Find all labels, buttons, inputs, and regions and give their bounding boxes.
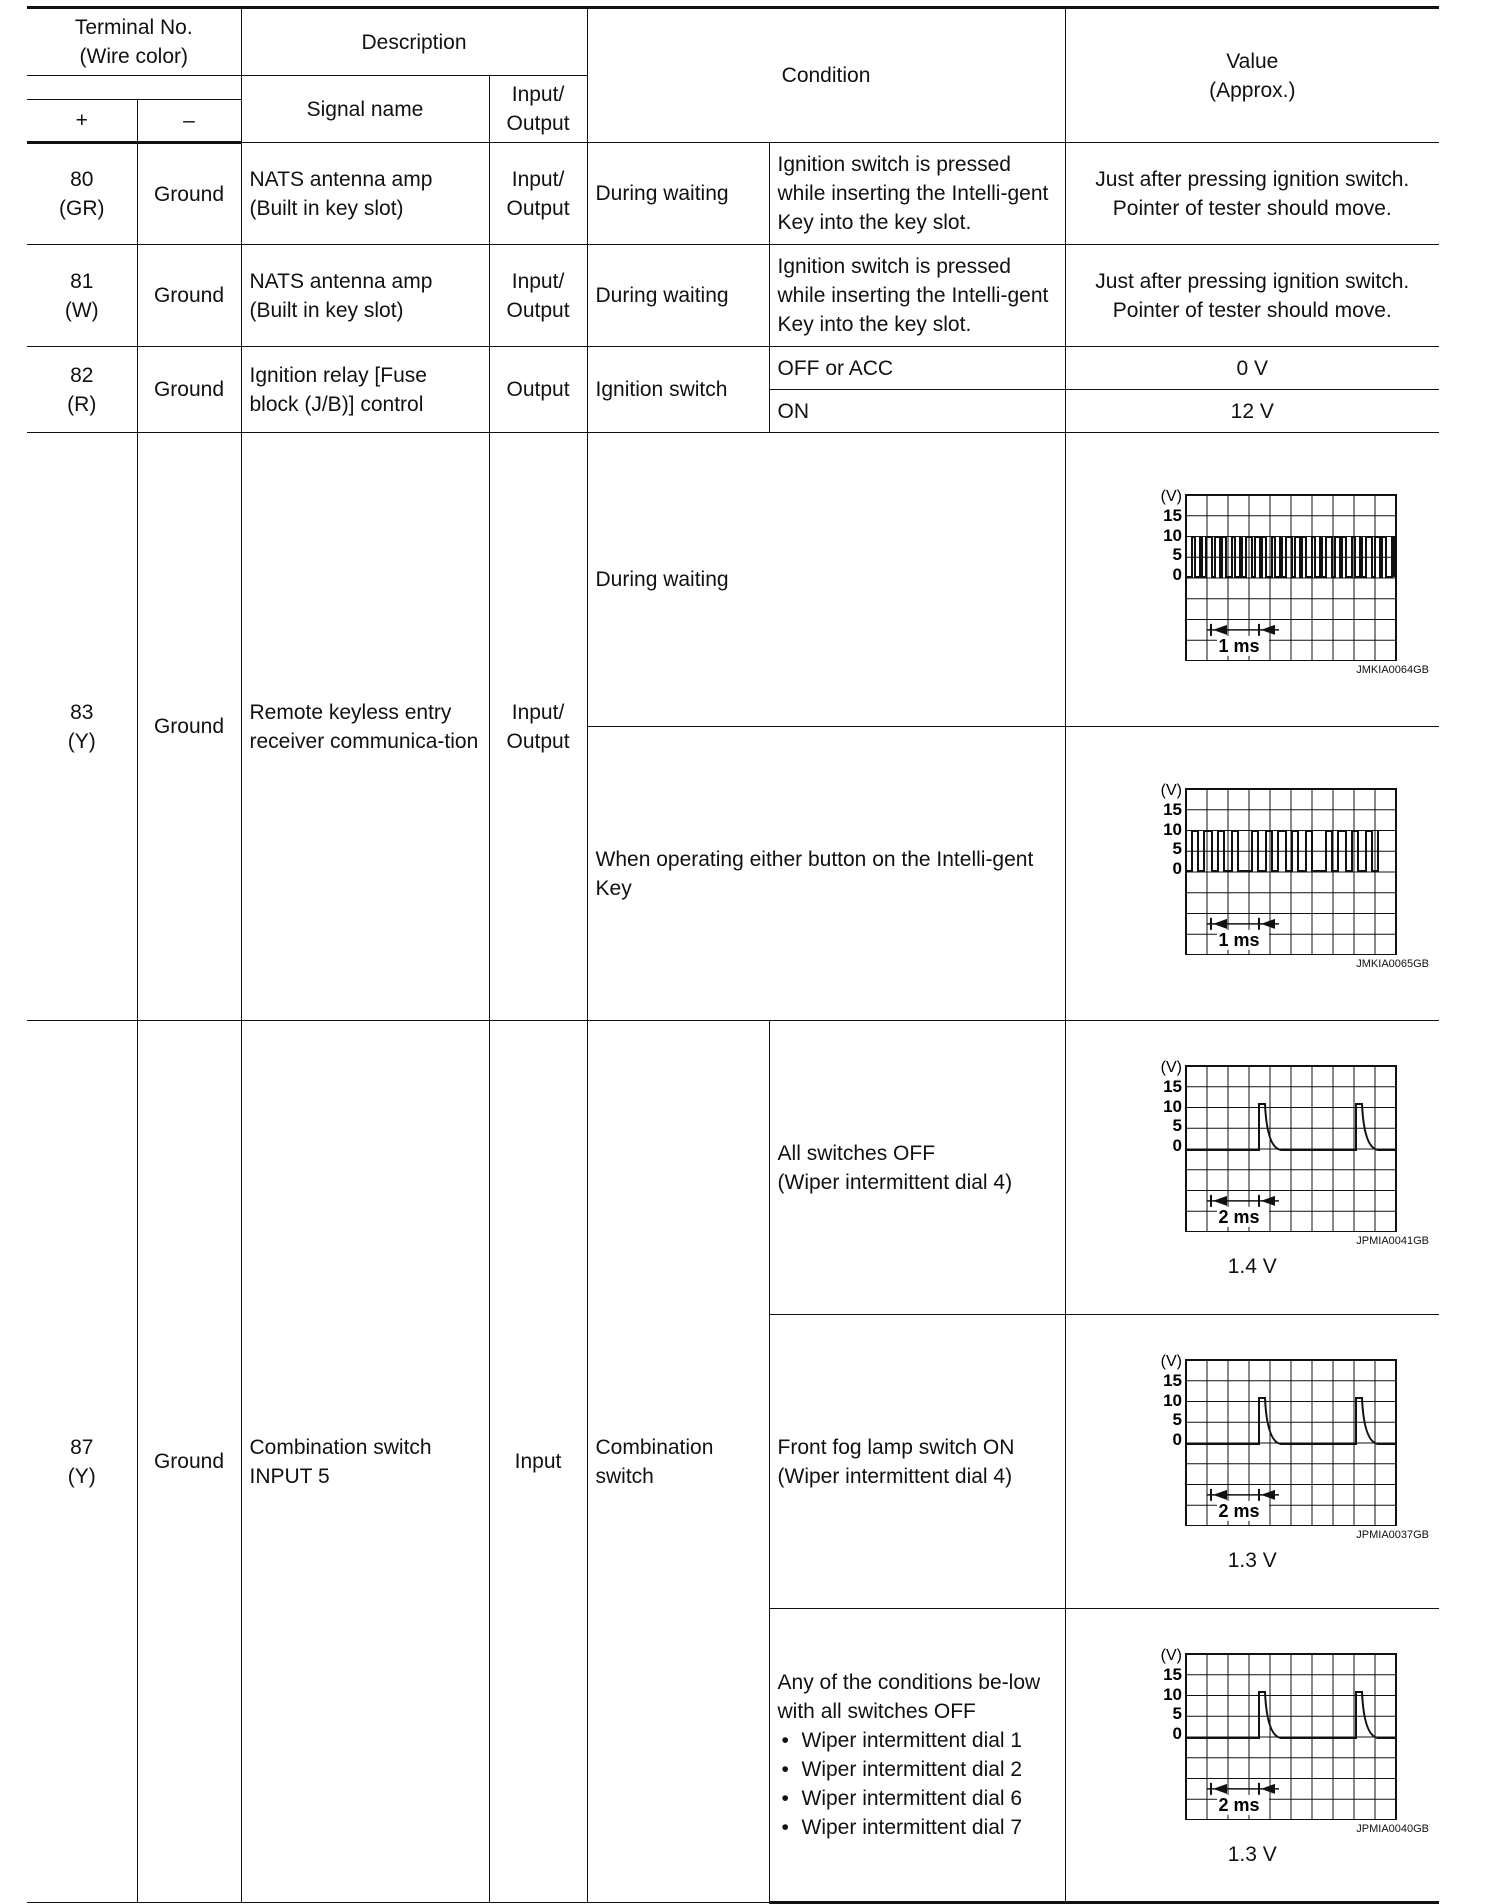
condition-sub-cell: [769, 1315, 1065, 1609]
header-signal-name: Signal name: [241, 76, 489, 143]
time-scale-label: 2 ms: [1218, 1794, 1260, 1815]
header-value: [1065, 8, 1439, 143]
unit-label: (V): [1160, 781, 1183, 799]
signal-name-cell: NATS antenna amp (Built in key slot): [241, 245, 489, 347]
signal-name-cell: Remote keyless entry receiver communica-tion: [241, 433, 489, 1021]
io-cell: [489, 245, 587, 347]
tick-label: 0: [1172, 564, 1183, 584]
terminal-value-table: [27, 6, 1439, 1904]
arrow-left-icon: [1261, 1783, 1275, 1793]
condition-cell: During waiting: [587, 433, 1065, 727]
tick-label: 5: [1172, 1410, 1183, 1429]
header-terminal-no: [27, 8, 241, 76]
terminal-cell: [27, 1021, 137, 1903]
tick-label: 10: [1163, 819, 1183, 839]
terminal-number: 83: [70, 700, 94, 724]
figure-code: JMKIA0064GB: [1356, 663, 1430, 676]
minus-cell: Ground: [137, 143, 241, 245]
condition-line: (Wiper intermittent dial 4): [777, 1170, 1013, 1194]
time-scale-label: 1 ms: [1218, 635, 1260, 656]
terminal-number: 82: [70, 363, 94, 387]
unit-label: (V): [1160, 487, 1183, 505]
arrow-right-icon: [1213, 624, 1227, 634]
signal-name-cell: Combination switch INPUT 5: [241, 1021, 489, 1903]
waveform-cell: [1065, 727, 1439, 1021]
value-cell: 0 V: [1065, 347, 1439, 390]
condition-sub-cell: [769, 1021, 1065, 1315]
unit-label: (V): [1160, 1646, 1183, 1664]
header-minus: –: [137, 99, 241, 142]
list-item: • Wiper intermittent dial 2: [778, 1755, 1057, 1784]
wire-color: (Y): [67, 1464, 96, 1488]
oscilloscope-waveform: [1102, 1644, 1402, 1820]
io-text-1: Input/: [511, 269, 565, 293]
condition-sub-cell: Ignition switch is pressed while inserting the Intelli-gent Key into the key slot.: [769, 143, 1065, 245]
oscilloscope-waveform: [1102, 1056, 1402, 1232]
waveform-cell: [1065, 1315, 1439, 1609]
condition-sub-cell: [769, 1609, 1065, 1903]
io-cell: Output: [489, 347, 587, 433]
tick-label: 5: [1172, 1703, 1183, 1723]
io-text-1: Input/: [511, 700, 565, 724]
time-scale-label: 2 ms: [1218, 1500, 1260, 1521]
unit-label: (V): [1160, 1353, 1183, 1370]
value-label: Value: [1226, 49, 1279, 73]
tick-label: 0: [1172, 1136, 1183, 1155]
header-condition: Condition: [587, 8, 1065, 143]
terminal-cell: [27, 143, 137, 245]
time-scale-label: 1 ms: [1218, 929, 1260, 950]
arrow-left-icon: [1261, 624, 1275, 634]
header-terminal-spacer: [27, 76, 241, 100]
value-cell: Just after pressing ignition switch. Pointer of tester should move.: [1065, 143, 1439, 245]
figure-code: JMKIA0065GB: [1356, 957, 1430, 970]
waveform-cell: [1065, 1021, 1439, 1315]
io-text-2: Output: [506, 298, 570, 322]
io-cell: [489, 433, 587, 1021]
figure-code: JPMIA0040GB: [1356, 1822, 1430, 1835]
waveform-cell: [1065, 433, 1439, 727]
approx-label: (Approx.): [1209, 78, 1296, 102]
tick-label: 10: [1163, 1391, 1183, 1410]
io-text-2: Output: [506, 729, 570, 753]
terminal-cell: [27, 347, 137, 433]
wire-color-label: (Wire color): [79, 45, 188, 68]
oscilloscope-waveform: [1102, 1350, 1402, 1526]
oscilloscope-waveform: [1102, 779, 1402, 955]
tick-label: 15: [1163, 799, 1183, 819]
wire-color: (W): [64, 298, 99, 322]
wire-color: (R): [67, 392, 97, 416]
condition-bullet-list: [778, 1726, 1057, 1842]
condition-main-cell: During waiting: [587, 245, 769, 347]
table-row: [27, 347, 1439, 390]
arrow-left-icon: [1261, 1490, 1275, 1500]
tick-label: 15: [1163, 1664, 1183, 1684]
terminal-number: 87: [70, 1435, 94, 1459]
header-description: Description: [241, 8, 587, 76]
tick-label: 15: [1163, 1371, 1183, 1390]
condition-main-cell: During waiting: [587, 143, 769, 245]
terminal-cell: [27, 433, 137, 1021]
tick-label: 5: [1172, 544, 1183, 564]
io-label-1: Input/: [511, 83, 565, 106]
tick-label: 10: [1163, 1684, 1183, 1704]
tick-label: 10: [1163, 525, 1183, 545]
arrow-left-icon: [1261, 918, 1275, 928]
tick-label: 0: [1172, 1723, 1183, 1743]
arrow-right-icon: [1213, 1783, 1227, 1793]
figure-code: JPMIA0041GB: [1356, 1235, 1430, 1247]
condition-line: Front fog lamp switch ON: [777, 1435, 1015, 1459]
terminal-no-label: Terminal No.: [74, 16, 193, 39]
arrow-right-icon: [1213, 1490, 1227, 1500]
io-text-1: Input/: [511, 167, 565, 191]
io-cell: [489, 143, 587, 245]
condition-sub-cell: Ignition switch is pressed while inserting the Intelli-gent Key into the key slot.: [769, 245, 1065, 347]
io-cell: Input: [489, 1021, 587, 1903]
arrow-right-icon: [1213, 1196, 1227, 1206]
header-plus: +: [27, 99, 137, 142]
oscilloscope-waveform: [1102, 485, 1402, 661]
value-text: 1.3 V: [1227, 1549, 1277, 1572]
table-row: [27, 245, 1439, 347]
condition-cell: When operating either button on the Intelli-gent Key: [587, 727, 1065, 1021]
arrow-left-icon: [1261, 1196, 1275, 1206]
terminal-number: 80: [70, 168, 94, 191]
arrow-right-icon: [1213, 918, 1227, 928]
minus-cell: Ground: [137, 245, 241, 347]
tick-label: 10: [1163, 1097, 1183, 1116]
figure-code: JPMIA0037GB: [1356, 1529, 1430, 1541]
signal-name-cell: NATS antenna amp (Built in key slot): [241, 143, 489, 245]
condition-sub-cell: ON: [769, 390, 1065, 433]
terminal-number: 81: [70, 269, 94, 293]
minus-cell: Ground: [137, 433, 241, 1021]
list-item: • Wiper intermittent dial 7: [778, 1813, 1057, 1842]
value-cell: Just after pressing ignition switch. Pointer of tester should move.: [1065, 245, 1439, 347]
table-row: [27, 433, 1439, 727]
tick-label: 15: [1163, 1077, 1183, 1096]
minus-cell: Ground: [137, 1021, 241, 1903]
condition-main-cell: Combination switch: [587, 1021, 769, 1903]
table-row: [27, 143, 1439, 245]
tick-label: 15: [1163, 505, 1183, 525]
value-text: 1.4 V: [1227, 1255, 1277, 1278]
tick-label: 0: [1172, 858, 1183, 878]
condition-sub-cell: OFF or ACC: [769, 347, 1065, 390]
value-cell: 12 V: [1065, 390, 1439, 433]
time-scale-label: 2 ms: [1218, 1206, 1260, 1227]
io-text-2: Output: [506, 196, 570, 220]
tick-label: 5: [1172, 1116, 1183, 1135]
io-label-2: Output: [506, 112, 570, 135]
condition-intro: Any of the conditions be-low with all switches OFF: [777, 1671, 1041, 1723]
condition-line: All switches OFF: [777, 1141, 936, 1165]
tick-label: 5: [1172, 838, 1183, 858]
wire-color: (Y): [67, 729, 96, 753]
unit-label: (V): [1160, 1059, 1183, 1076]
tick-label: 0: [1172, 1430, 1183, 1449]
signal-name-cell: Ignition relay [Fuse block (J/B)] control: [241, 347, 489, 433]
table-row: [27, 1021, 1439, 1315]
minus-cell: Ground: [137, 347, 241, 433]
condition-main-cell: Ignition switch: [587, 347, 769, 433]
waveform-cell: [1065, 1609, 1439, 1903]
list-item: • Wiper intermittent dial 1: [778, 1726, 1057, 1755]
wire-color: (GR): [59, 197, 105, 220]
condition-line: (Wiper intermittent dial 4): [777, 1464, 1013, 1488]
list-item: • Wiper intermittent dial 6: [778, 1784, 1057, 1813]
terminal-cell: [27, 245, 137, 347]
terminal-table-page: [27, 6, 1439, 1904]
value-text: 1.3 V: [1227, 1842, 1277, 1866]
header-input-output: [489, 76, 587, 143]
